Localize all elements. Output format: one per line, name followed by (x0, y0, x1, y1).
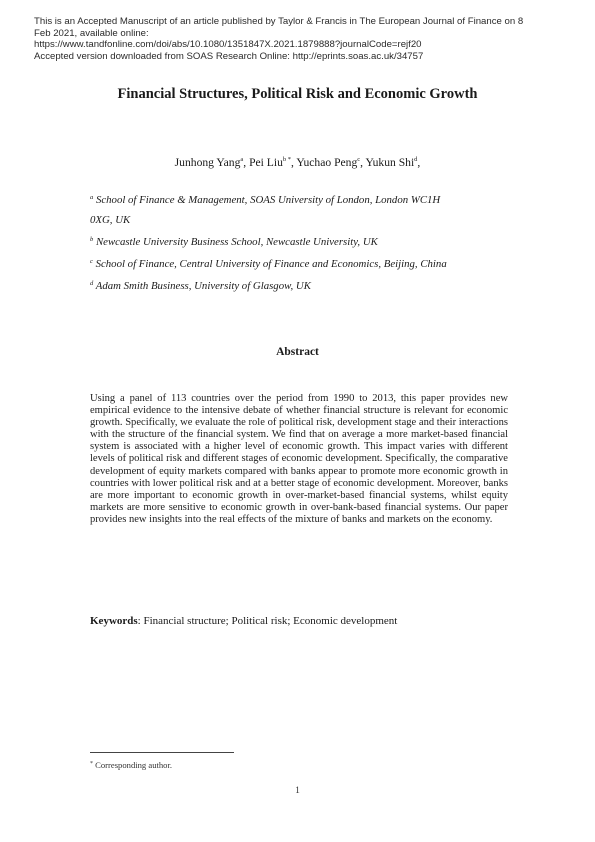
abstract-heading: Abstract (276, 346, 319, 358)
author-affiliation-marker: a (240, 156, 244, 163)
affiliation-marker: b (90, 236, 94, 243)
keywords-list: : Financial structure; Political risk; Economic development (137, 615, 398, 627)
affiliation-text: Newcastle University Business School, Newcastle University, UK (95, 236, 378, 248)
footnote (90, 760, 172, 770)
footnote-text: Corresponding author. (93, 760, 173, 770)
affiliation-item (90, 188, 510, 210)
paper-title: Financial Structures, Political Risk and Economic Growth (117, 86, 478, 102)
author-affiliation-marker: c (357, 156, 361, 163)
author-name: Yuchao Peng (296, 156, 358, 169)
footnote-divider (90, 752, 234, 753)
affiliation-item (90, 252, 510, 274)
accepted-manuscript-notice (34, 16, 564, 62)
affiliation-marker: d (90, 280, 94, 287)
affiliation-marker: a (90, 194, 94, 201)
author-separator: , (360, 156, 366, 169)
author-name: Pei Liu (249, 156, 283, 169)
abstract-text: Using a panel of 113 countries over the period from 1990 to 2013, this paper provides new empirical evidence to the intensive debate of whether financial structure is relevant for economic growth. Specifically, we evaluate the role of political risk, development stage and their interactions with the structure of the financial system. We find that on average a more market-based financial system is associated with a higher level of economic growth. This impact varies with different levels of political risk and different stages of economic development. Specifically, the comparative development of equity markets compared with banks appear to promote more economic growth in countries with lower political risk and at a better stage of economic development. Moreover, banks are more important to economic growth in over-market-based financial systems, whilst equity markets are more sensitive to economic growth in over-bank-based financial systems. Our paper provides new insights into the real effects of the mixture of banks and markets on the economy. (90, 393, 508, 525)
notice-line: Feb 2021, available online: (34, 27, 149, 39)
affiliation-text: Adam Smith Business, University of Glasgow, UK (95, 280, 311, 292)
author-separator: , (417, 156, 421, 169)
notice-line: This is an Accepted Manuscript of an article published by Taylor & Francis in The European Journal of Finance on 8 (34, 16, 524, 27)
affiliation-item (90, 230, 510, 252)
affiliation-list (90, 188, 510, 296)
keywords-line (90, 615, 510, 627)
author-affiliation-marker: d (414, 156, 418, 163)
author-affiliation-marker: b * (282, 156, 292, 163)
author-list (0, 156, 595, 169)
footnote-marker: * (90, 761, 93, 767)
affiliation-text: School of Finance & Management, SOAS University of London, London WC1H (95, 194, 441, 206)
affiliation-text: School of Finance, Central University of Finance and Economics, Beijing, China (95, 258, 447, 270)
author-separator: , (291, 156, 297, 169)
affiliation-item (90, 274, 510, 296)
author-name: Yukun Shi (365, 156, 415, 169)
affiliation-continuation: 0XG, UK (90, 214, 131, 226)
author-separator: , (243, 156, 250, 169)
notice-repository-line: Accepted version downloaded from SOAS Research Online: http://eprints.soas.ac.uk/34757 (34, 50, 424, 62)
notice-doi-link[interactable]: https://www.tandfonline.com/doi/abs/10.1080/1351847X.2021.1879888?journalCode=rejf20 (34, 39, 422, 50)
affiliation-marker: c (90, 258, 93, 265)
keywords-label: Keywords (90, 615, 138, 627)
page-number: 1 (295, 786, 300, 796)
author-name: Junhong Yang (174, 156, 241, 169)
